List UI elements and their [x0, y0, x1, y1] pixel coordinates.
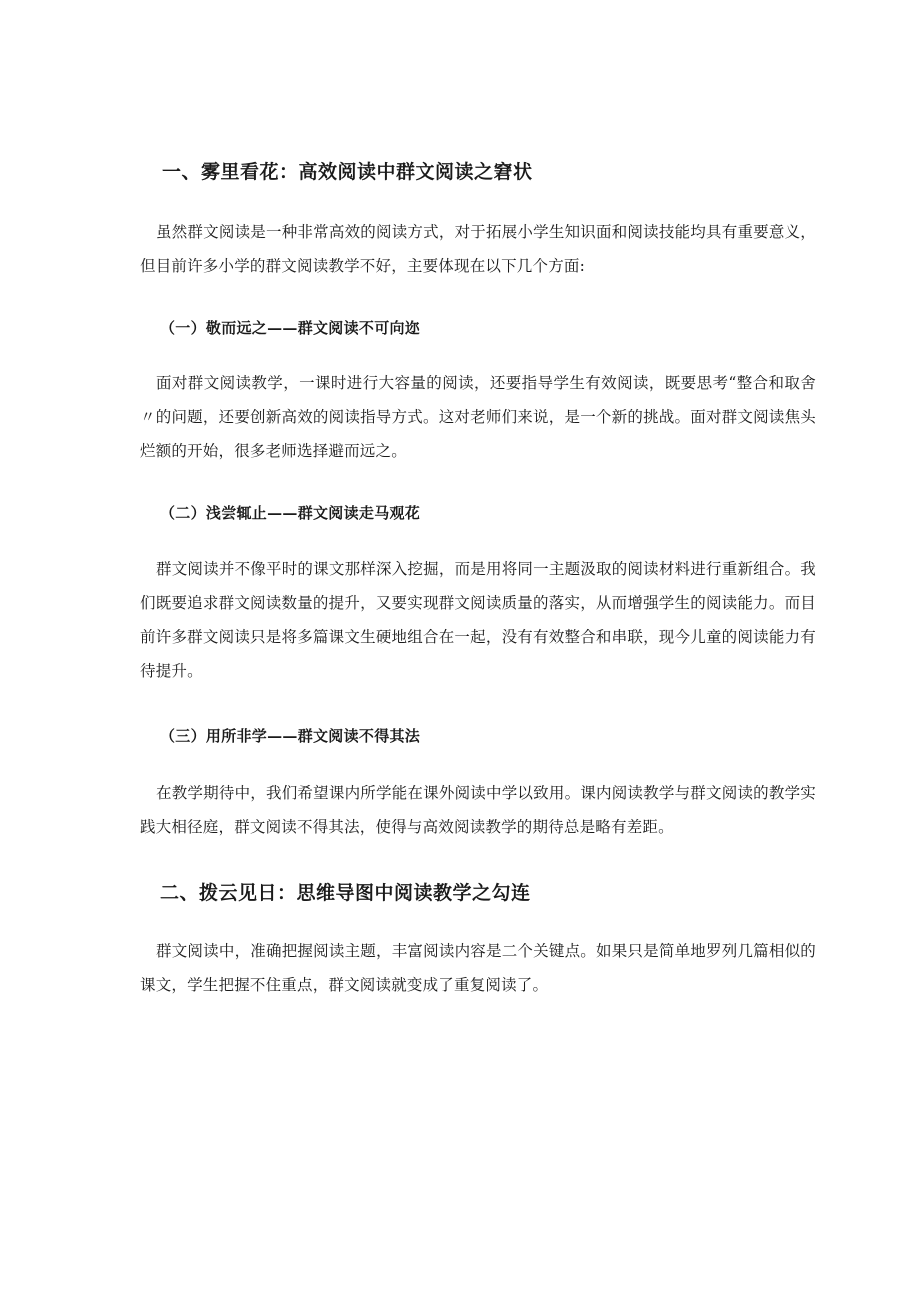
subsection-2-heading: （二）浅尝辄止——群文阅读走马观花	[160, 504, 421, 522]
subsection-2-body: 群文阅读并不像平时的课文那样深入挖掘，而是用将同一主题汲取的阅读材料进行重新组合。我们既要追求群文阅读数量的提升，又要实现群文阅读质量的落实，从而增强学生的阅读能力。而目前许多群文阅读只是将多篇课文生硬地组合在一起，没有有效整合和串联，现今儿童的阅读能力有待提升。	[140, 560, 816, 680]
section-2-heading: 二、拨云见日：思维导图中阅读教学之勾连	[160, 882, 531, 904]
subsection-1-body: 面对群文阅读教学，一课时进行大容量的阅读，还要指导学生有效阅读，既要思考“整合和取舍〃的问题，还要创新高效的阅读指导方式。这对老师们来说，是一个新的挑战。面对群文阅读焦头烂额的开始，很多老师选择避而远之。	[140, 374, 816, 460]
section-2-intro: 群文阅读中，准确把握阅读主题，丰富阅读内容是二个关键点。如果只是简单地罗列几篇相似的课文，学生把握不住重点，群文阅读就变成了重复阅读了。	[140, 942, 816, 994]
section-1-heading: 一、雾里看花：高效阅读中群文阅读之窘状	[162, 161, 533, 183]
subsection-3-heading: （三）用所非学——群文阅读不得其法	[160, 727, 421, 745]
subsection-3-body: 在教学期待中，我们希望课内所学能在课外阅读中学以致用。课内阅读教学与群文阅读的教学实践大相径庭，群文阅读不得其法，使得与高效阅读教学的期待总是略有差距。	[140, 784, 816, 836]
subsection-1-heading: （一）敬而远之——群文阅读不可向迩	[160, 319, 421, 337]
section-1-intro: 虽然群文阅读是一种非常高效的阅读方式，对于拓展小学生知识面和阅读技能均具有重要意义，但目前许多小学的群文阅读教学不好，主要体现在以下几个方面:	[140, 223, 816, 275]
